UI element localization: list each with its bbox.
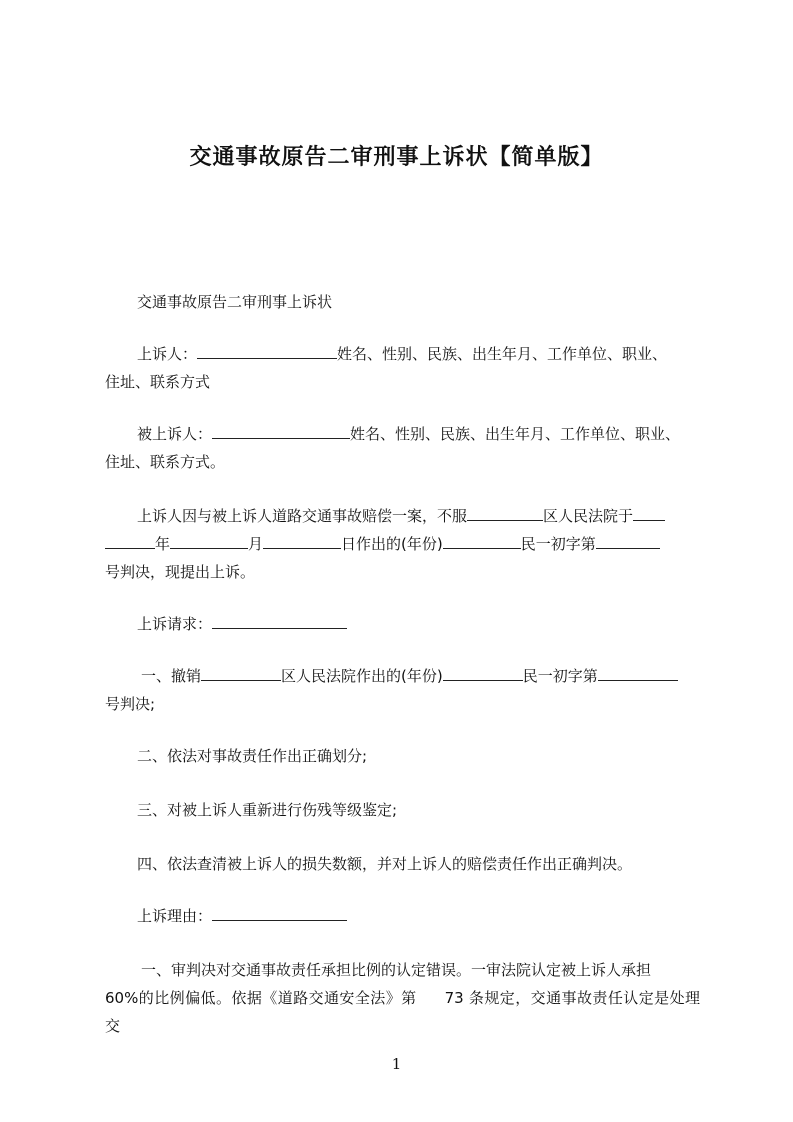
intro-number-blank	[596, 532, 660, 549]
reasons-heading: 上诉理由：	[105, 902, 700, 930]
request-item-2: 二、依法对事故责任作出正确划分;	[137, 747, 368, 765]
reasons-blank	[212, 904, 347, 921]
intro-day-blank	[263, 532, 341, 549]
intro-month-blank	[170, 532, 248, 549]
appellee-label: 被上诉人：	[137, 425, 213, 443]
intro-year-blank-b	[105, 532, 155, 549]
appellee-section	[105, 420, 700, 476]
requests-heading: 上诉请求：	[105, 610, 700, 638]
appellant-fields: 姓名、性别、民族、出生年月、工作单位、职业、	[337, 345, 668, 363]
request-number-blank	[598, 664, 678, 681]
appellant-section	[105, 340, 700, 396]
requests-blank	[212, 612, 347, 629]
page-number: 1	[391, 1055, 402, 1073]
appellee-blank	[212, 422, 350, 439]
request-item-4: 四、依法查清被上诉人的损失数额，并对上诉人的赔偿责任作出正确判决。	[137, 855, 633, 873]
reason-item-1: 一、审判决对交通事故责任承担比例的认定错误。一审法院认定被上诉人承担 60%的比例偏低。依据《道路交通安全法》第 73 条规定，交通事故责任认定是处理交	[105, 961, 701, 1035]
intro-paragraph: 上诉人因与被上诉人道路交通事故赔偿一案，不服 区人民法院于 年 月 日作出的(年份) 民一初字第 号判决，现提出上诉。	[105, 502, 700, 586]
appellee-fields: 姓名、性别、民族、出生年月、工作单位、职业、	[350, 425, 681, 443]
request-case-blank	[443, 664, 523, 681]
request-item-3: 三、对被上诉人重新进行伤残等级鉴定;	[137, 801, 398, 819]
intro-year-blank-a	[633, 504, 665, 521]
appellee-fields-cont: 住址、联系方式。	[105, 453, 226, 471]
intro-court-blank	[467, 504, 543, 521]
document-subtitle: 交通事故原告二审刑事上诉状	[137, 293, 333, 311]
intro-case-blank	[443, 532, 521, 549]
request-court-blank	[201, 664, 281, 681]
appellant-blank	[197, 342, 337, 359]
document-title: 交通事故原告二审刑事上诉状【简单版】	[189, 145, 604, 170]
request-item-1: 一、撤销 区人民法院作出的(年份) 民一初字第 号判决;	[105, 662, 700, 718]
appellant-label: 上诉人：	[137, 345, 198, 363]
appellant-fields-cont: 住址、联系方式	[105, 373, 211, 391]
